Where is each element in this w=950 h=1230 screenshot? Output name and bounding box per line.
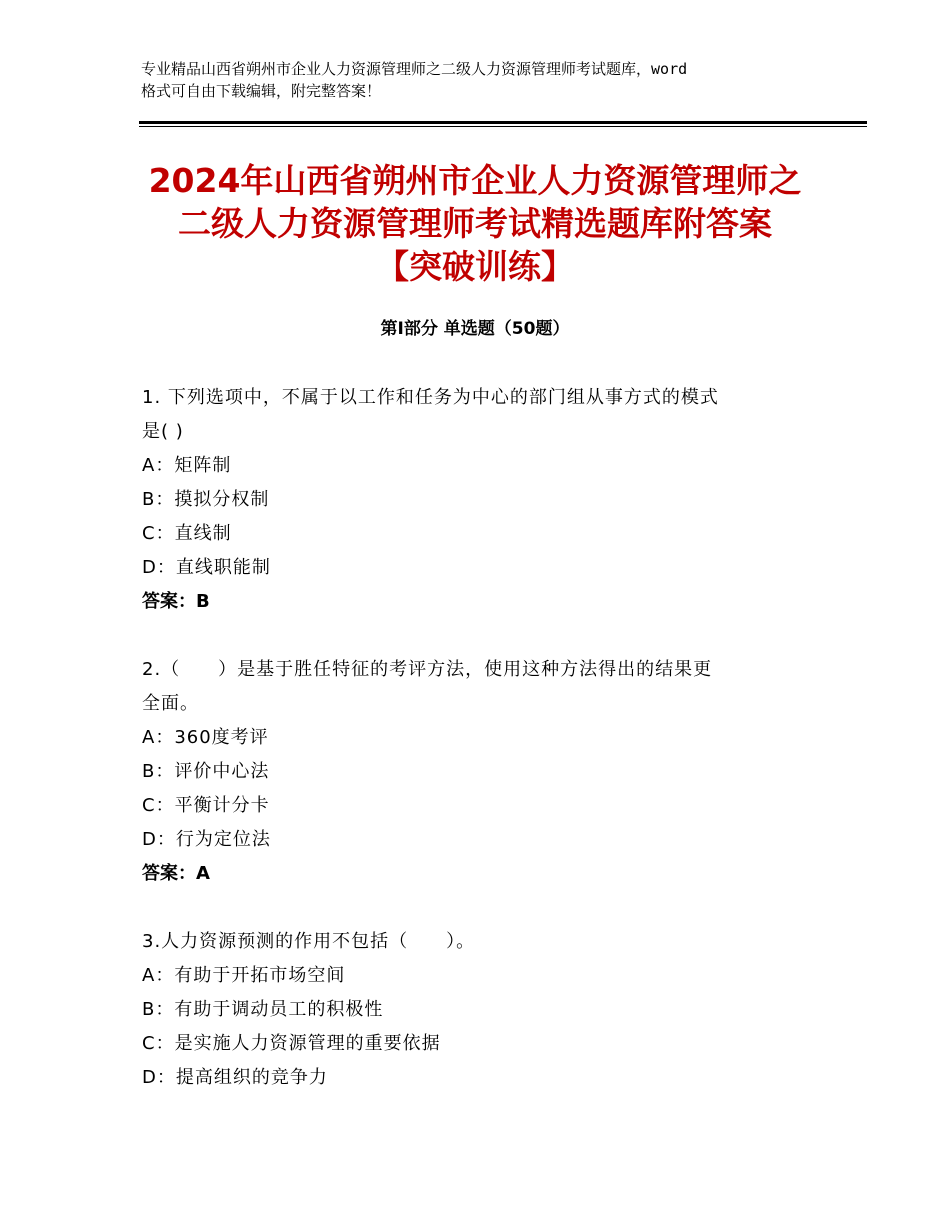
option-b: B：有助于调动员工的积极性	[142, 999, 384, 1020]
option-d: D：提高组织的竞争力	[142, 1067, 328, 1088]
header-divider-thick	[139, 121, 867, 124]
option-b: B：评价中心法	[142, 761, 270, 782]
question-item	[142, 653, 812, 891]
header-note-line: 格式可自由下载编辑，附完整答案！	[141, 82, 382, 100]
section-heading: 第Ⅰ部分 单选题（50题）	[380, 319, 570, 339]
option-a: A：矩阵制	[142, 455, 232, 476]
option-a: A：有助于开拓市场空间	[142, 965, 346, 986]
question-stem: 3.人力资源预测的作用不包括（ ）。	[142, 931, 476, 952]
question-item	[142, 381, 812, 619]
question-item	[142, 925, 812, 1095]
title-line: 2024年山西省朔州市企业人力资源管理师之	[148, 161, 802, 200]
answer-key: 答案：A	[142, 863, 210, 884]
header-divider-thin	[139, 126, 867, 127]
document-title	[100, 159, 850, 288]
header-note	[141, 58, 831, 102]
option-d: D：行为定位法	[142, 829, 271, 850]
question-stem: 是( )	[142, 421, 184, 442]
header-note-line: 专业精品山西省朔州市企业人力资源管理师之二级人力资源管理师考试题库，word	[141, 60, 688, 78]
answer-key: 答案：B	[142, 591, 210, 612]
title-line: 【突破训练】	[376, 247, 574, 286]
question-stem: 2.（ ）是基于胜任特征的考评方法，使用这种方法得出的结果更	[142, 659, 713, 680]
option-d: D：直线职能制	[142, 557, 271, 578]
option-c: C：直线制	[142, 523, 232, 544]
option-a: A：360度考评	[142, 727, 269, 748]
option-b: B：摸拟分权制	[142, 489, 270, 510]
title-line: 二级人力资源管理师考试精选题库附答案	[178, 204, 772, 243]
question-list	[142, 381, 812, 1129]
question-stem: 全面。	[142, 693, 199, 714]
option-c: C：平衡计分卡	[142, 795, 270, 816]
option-c: C：是实施人力资源管理的重要依据	[142, 1033, 441, 1054]
question-stem: 1. 下列选项中，不属于以工作和任务为中心的部门组从事方式的模式	[142, 387, 719, 408]
